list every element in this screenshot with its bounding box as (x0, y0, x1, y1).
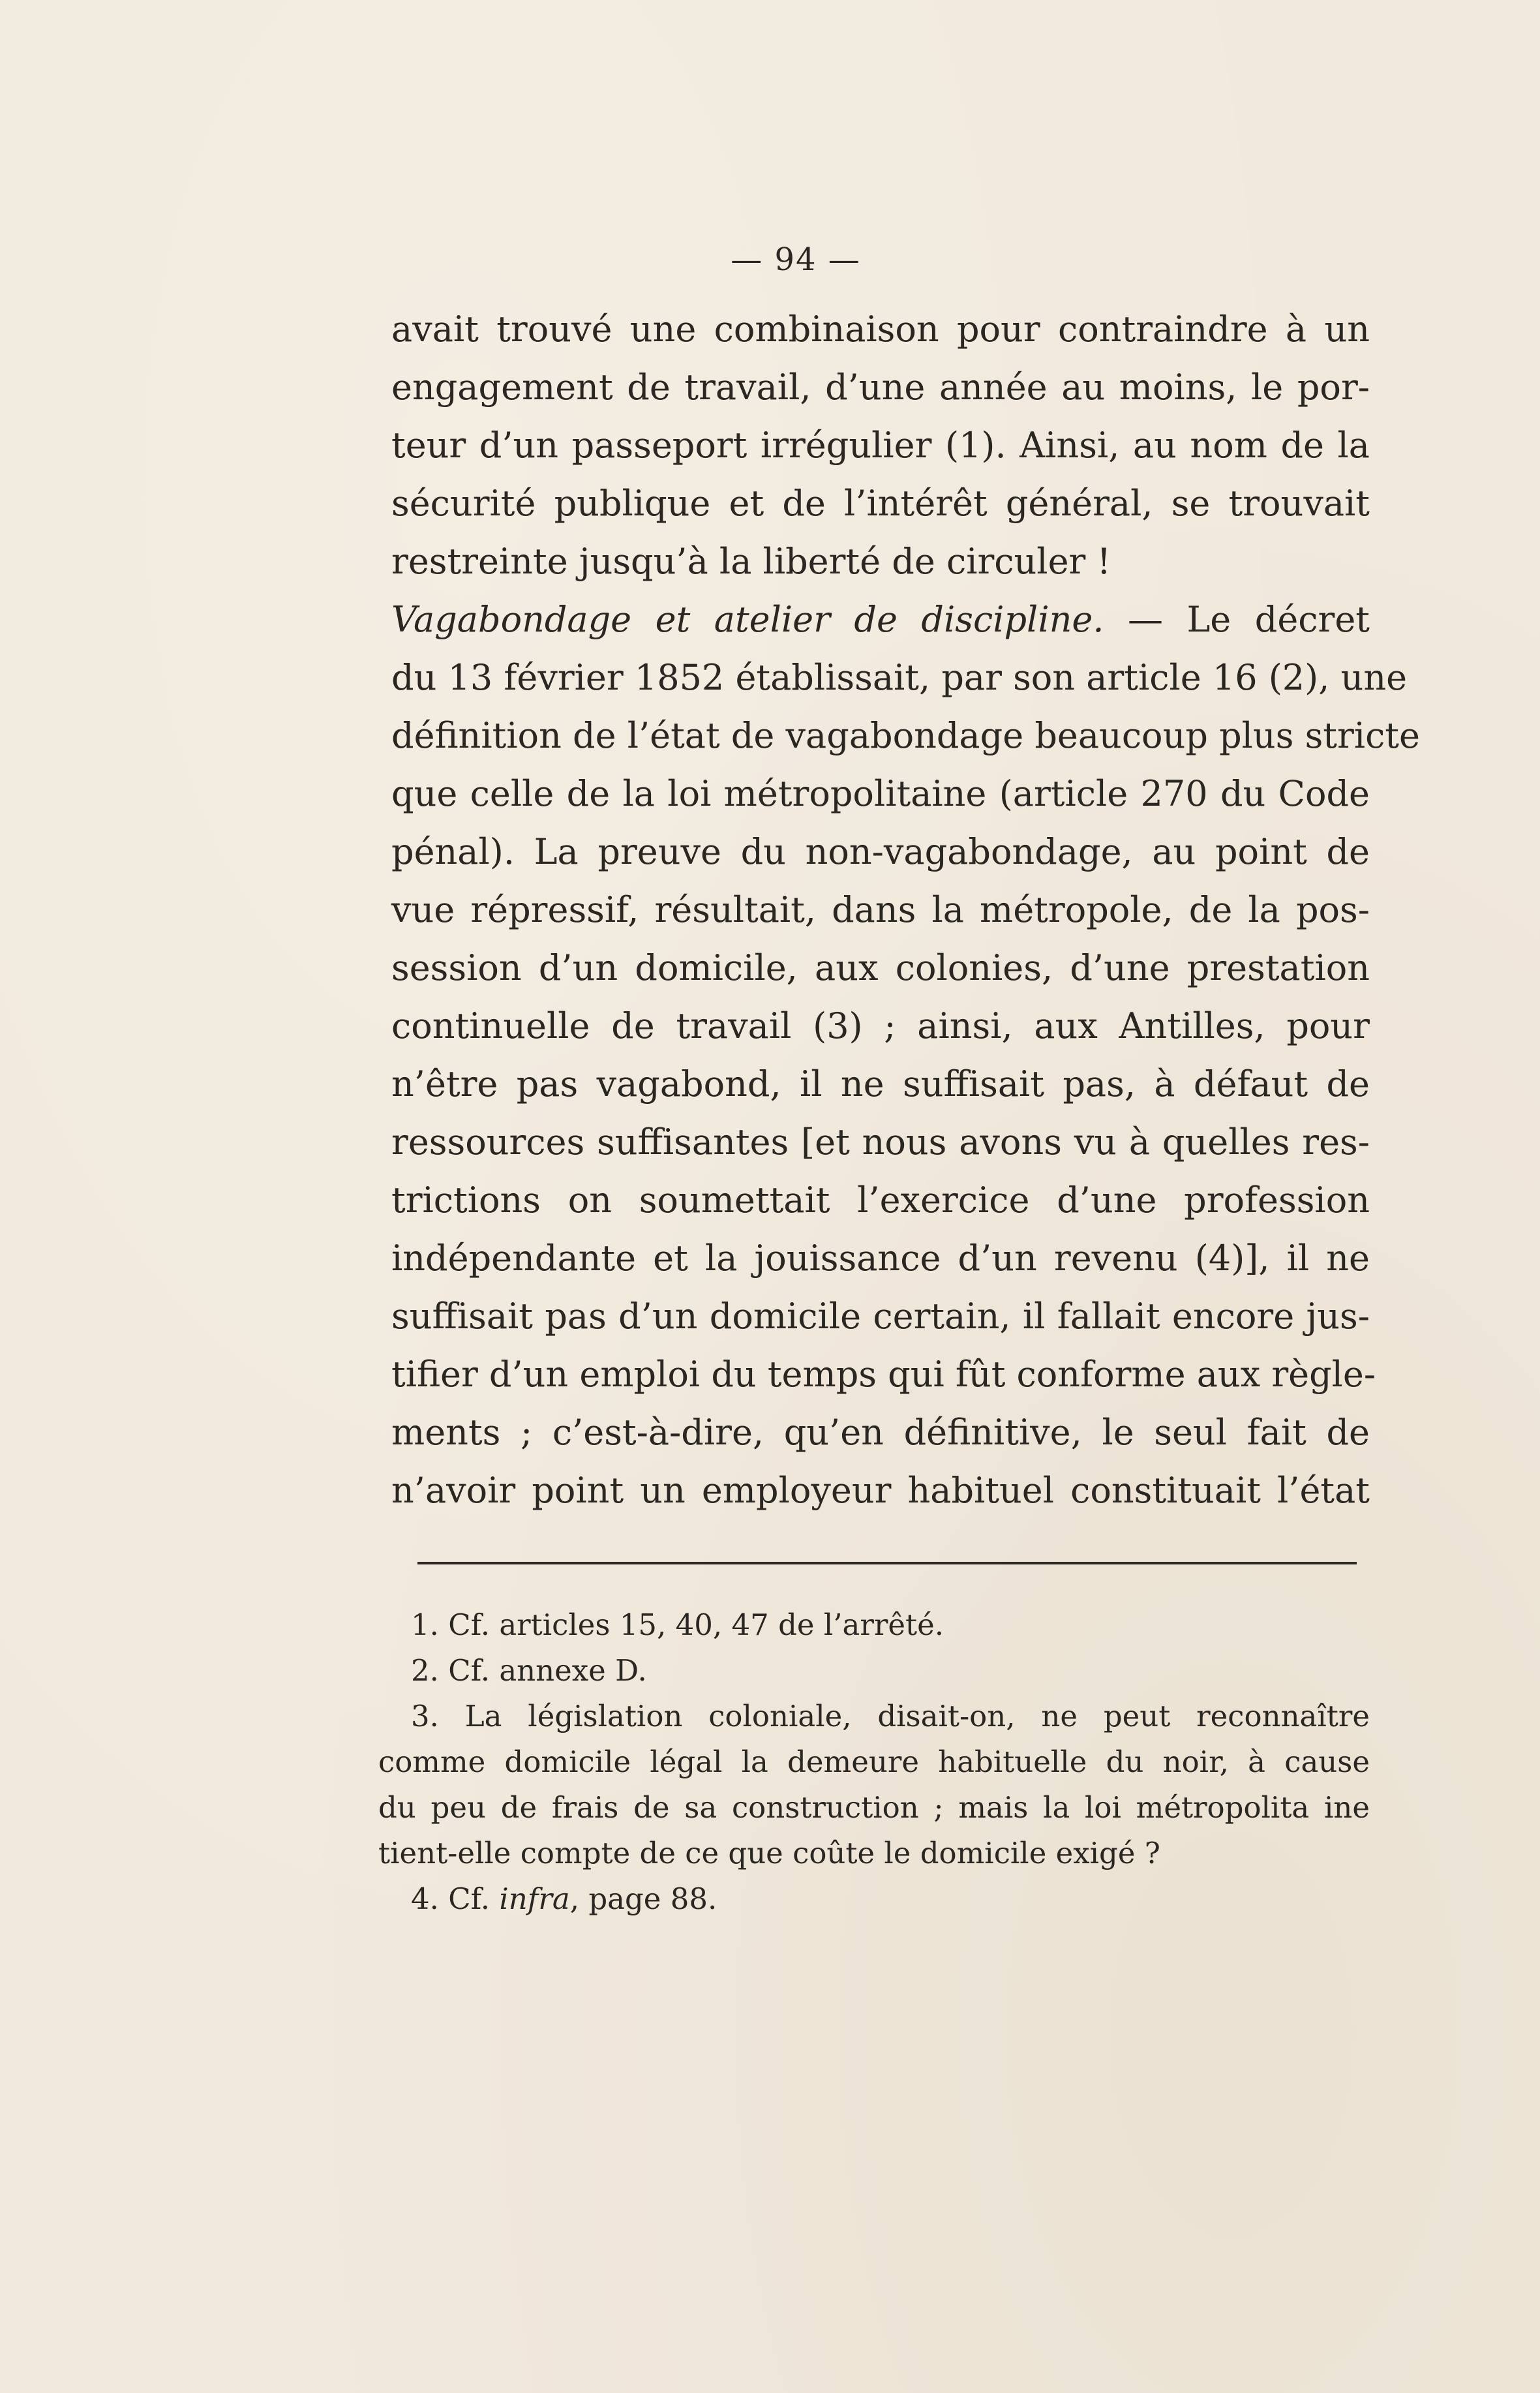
body-line: définition de l’état de vagabondage beaucoup plus stricte (391, 715, 1420, 756)
body-line: restreinte jusqu’à la liberté de circuler ! (391, 541, 1111, 582)
body-line: du 13 février 1852 établissait, par son article 16 (2), une (391, 657, 1408, 698)
page-number: — 94 — (731, 241, 861, 278)
footnote-4-prefix: 4. Cf. (411, 1882, 500, 1916)
footnote-3-line: tient-elle compte de ce que coûte le domicile exigé ? (378, 1836, 1160, 1870)
body-line: n’avoir point un employeur habituel constituait l’état (391, 1470, 1370, 1511)
footnotes (378, 1602, 1370, 1922)
body-line: continuelle de travail (3) ; ainsi, aux Antilles, pour (391, 1005, 1370, 1046)
body-line: ressources suffisantes [et nous avons vu à quelles res- (391, 1121, 1370, 1163)
body-line: suffisait pas d’un domicile certain, il fallait encore jus- (391, 1296, 1370, 1337)
body-line: ments ; c’est-à-dire, qu’en définitive, le seul fait de (391, 1412, 1370, 1453)
body-line: n’être pas vagabond, il ne suffisait pas, à défaut de (391, 1063, 1370, 1105)
body-line: avait trouvé une combinaison pour contraindre à un (391, 309, 1370, 350)
footnote-3-line: comme domicile légal la demeure habituelle du noir, à cause (378, 1745, 1370, 1779)
body-line: vue répressif, résultait, dans la métropole, de la pos- (391, 889, 1370, 930)
footnote-4 (378, 1876, 1370, 1922)
footnote-4-suffix: , page 88. (569, 1882, 717, 1916)
body-line: teur d’un passeport irrégulier (1). Ainsi, au nom de la (391, 425, 1370, 466)
body-line: tifier d’un emploi du temps qui fût conforme aux règle- (391, 1354, 1376, 1395)
footnote-2: 2. Cf. annexe D. (411, 1653, 647, 1688)
body-line: sécurité publique et de l’intérêt général, se trouvait (391, 483, 1370, 524)
section-heading-line (391, 590, 1370, 648)
footnote-3-line: du peu de frais de sa construction ; mais la loi métropolita ine (378, 1790, 1370, 1825)
section-heading: Vagabondage et atelier de discipline. (391, 599, 1104, 640)
body-line: engagement de travail, d’une année au moins, le por- (391, 367, 1370, 408)
body-line: indépendante et la jouissance d’un revenu (4)], il ne (391, 1238, 1370, 1279)
body-line: pénal). La preuve du non-vagabondage, au point de (391, 831, 1370, 872)
body-line: trictions on soumettait l’exercice d’une profession (391, 1180, 1370, 1221)
footnote-1: 1. Cf. articles 15, 40, 47 de l’arrêté. (411, 1608, 944, 1642)
body-text (391, 300, 1420, 1519)
footnote-3-line: 3. La législation coloniale, disait-on, ne peut reconnaître (411, 1699, 1370, 1733)
footnote-divider (417, 1562, 1357, 1564)
heading-rest: — Le décret (1127, 599, 1370, 640)
body-line: session d’un domicile, aux colonies, d’une prestation (391, 947, 1370, 988)
body-line: que celle de la loi métropolitaine (article 270 du Code (391, 773, 1370, 814)
footnote-4-infra: infra (499, 1882, 570, 1916)
